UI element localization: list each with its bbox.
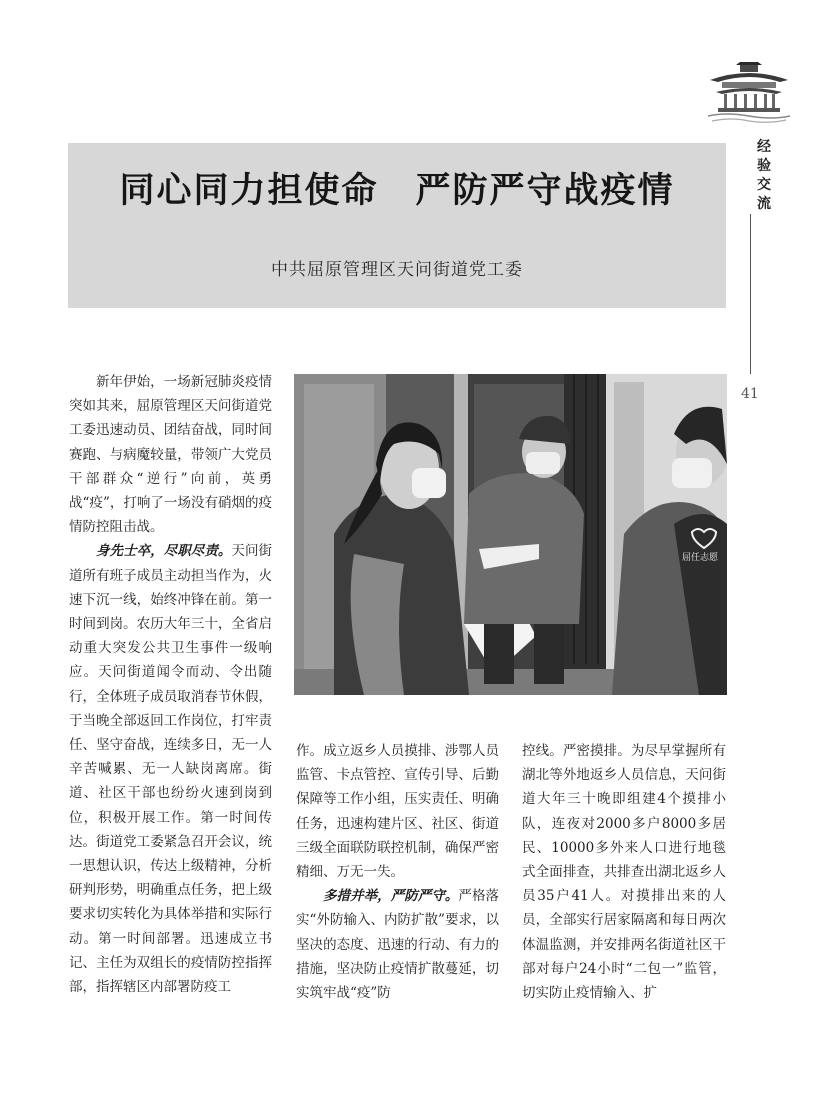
text-column-3: [522, 739, 726, 1005]
title-banner: [68, 143, 726, 308]
lead-heading-1: 身先士卒，尽职尽责。: [96, 543, 232, 560]
section-label: 经验交流: [757, 139, 771, 212]
paragraph-lead-1: [69, 539, 272, 999]
side-rule: [750, 214, 751, 374]
article-photo: [294, 374, 727, 695]
paragraph-text-2: 严格落实“外防输入、内防扩散”要求，以坚决的态度、迅速的行动、有力的措施，坚决防止疫情扩散蔓延，切实筑牢战“疫”防: [296, 888, 500, 1002]
paragraph-text-1: 天问街道所有班子成员主动担当作为，火速下沉一线，始终冲锋在前。第一时间到岗。农历大年三十，全省启动重大突发公共卫生事件一级响应。天问街道闻令而动、令出随行，全体班子成员取消春节休假，于当晚全部返回工作岗位，打牢责任、坚守奋战，连续多日，无一人辛苦喊累、无一人缺岗离席。街道、社区干部也纷纷火速到岗到位，积极开展工作。第一时间传达。街道党工委紧急召开会议，统一思想认识，传达上级精神，分析研判形势，明确重点任务，把上级要求切实转化为具体举措和实际行动。第一时间部署。迅速成立书记、主任为双组长的疫情防控指挥部，指挥辖区内部署防疫工: [69, 543, 273, 996]
pavilion-logo: [706, 62, 792, 124]
paragraph-intro: 新年伊始，一场新冠肺炎疫情突如其来，屈原管理区天问街道党工委迅速动员、团结奋战，同时间赛跑、与病魔较量，带领广大党员干部群众“逆行”向前，英勇战“疫”，打响了一场没有硝烟的疫情防控阻击战。: [69, 374, 272, 536]
text-column-2: [296, 739, 499, 1005]
lead-heading-2: 多措并举，严防严守。: [323, 888, 459, 905]
paragraph-lead-2: [296, 884, 499, 1005]
paragraph-continued-2: 作。成立返乡人员摸排、涉鄂人员监管、卡点管控、宣传引导、后勤保障等工作小组，压实责任、明确任务，迅速构建片区、社区、街道三级全面联防联控机制，确保严密精细、万无一失。: [296, 743, 499, 881]
article-title: 同心同力担使命 严防严守战疫情: [119, 170, 675, 211]
paragraph-continued-3: 控线。严密摸排。为尽早掌握所有湖北等外地返乡人员信息，天问街道大年三十晚即组建4个摸排小队，连夜对2000多户8000多居民、10000多外来人口进行地毯式全面排查，共排查出湖北返乡人员35户41人。对摸排出来的人员，全部实行居家隔离和每日两次体温监测，并安排两名街道社区干部对每户24小时“二包一”监管，切实防止疫情输入、扩: [522, 743, 726, 1002]
article-author: 中共屈原管理区天问街道党工委: [271, 260, 523, 280]
text-column-1: [69, 370, 272, 999]
page-number: 41: [741, 386, 759, 402]
vest-logo-text: 屈任志愿: [682, 553, 719, 563]
